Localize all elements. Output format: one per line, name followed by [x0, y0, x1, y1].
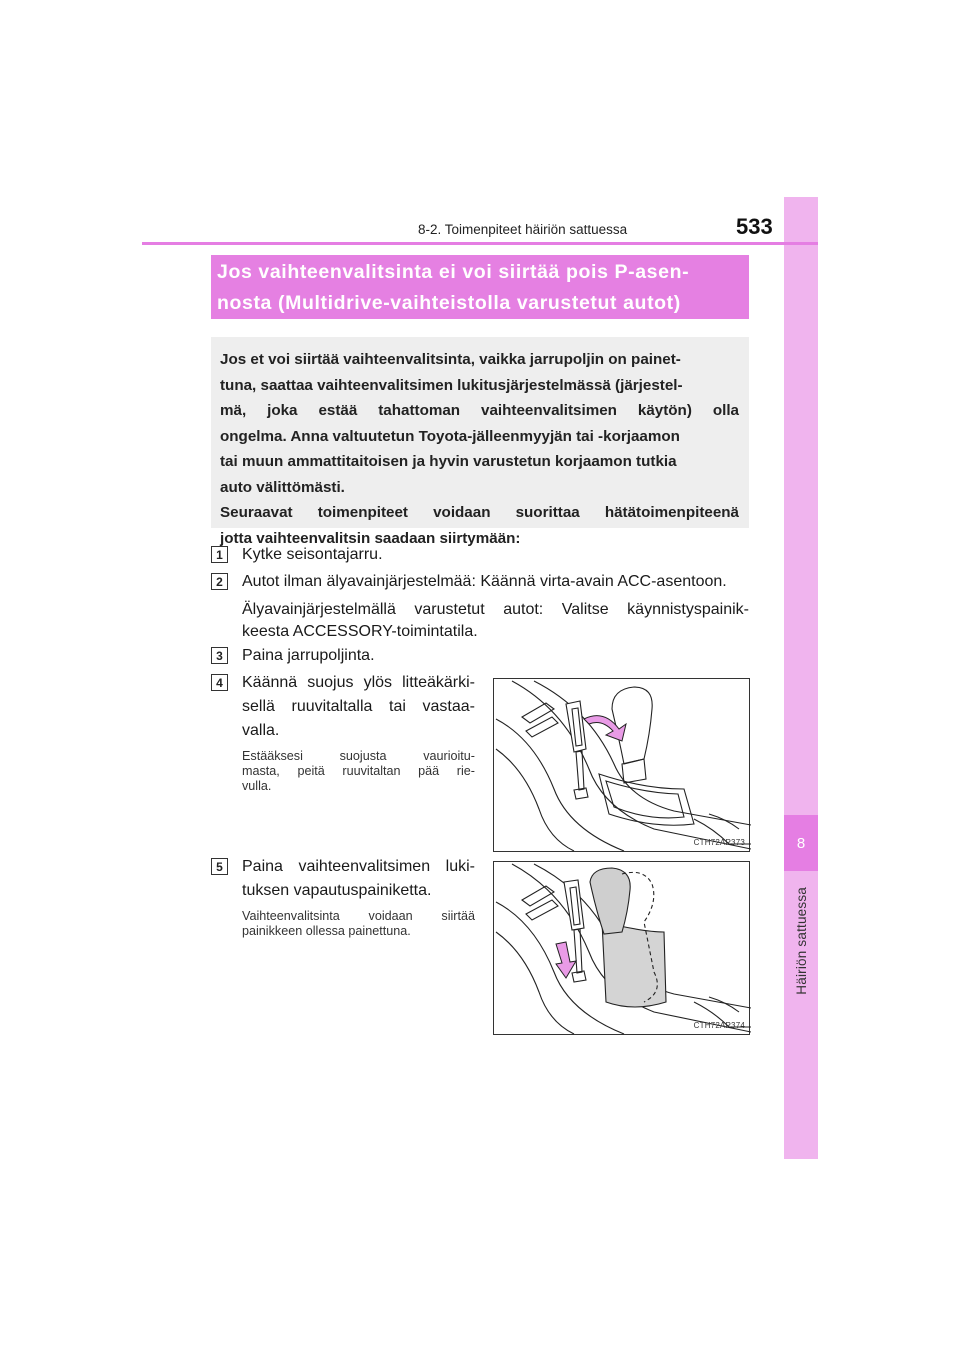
step-number-1: 1: [211, 546, 228, 563]
step-4-note-line-3: vulla.: [242, 779, 272, 793]
step-number-4: 4: [211, 674, 228, 691]
intro-line: ongelma. Anna valtuutetun Toyota-jälleenmyyjän tai -korjaamon: [220, 427, 680, 445]
intro-line: jotta vaihteenvalitsin saadaan siirtymään:: [220, 529, 521, 547]
step-5-text-line-2: tuksen vapautuspainiketta.: [242, 882, 432, 899]
release-button-illustration: [494, 862, 751, 1036]
section-title-banner: [211, 255, 749, 319]
chapter-title: Häiriön sattuessa: [793, 887, 809, 995]
intro-line: Seuraavat toimenpiteet voidaan suorittaa hätätoimenpiteenä: [220, 504, 739, 521]
step-3-text: Paina jarrupoljinta.: [242, 647, 375, 664]
figure-release-button: [493, 861, 750, 1035]
step-4-note-line-2: masta, peitä ruuvitaltan pää rie-: [242, 764, 475, 778]
intro-line: auto välittömästi.: [220, 478, 345, 496]
intro-line: tai muun ammattitaitoisen ja hyvin varustetun korjaamon tutkia: [220, 453, 677, 470]
intro-line: Jos et voi siirtää vaihteenvalitsinta, vaikka jarrupoljin on painet-: [220, 351, 681, 368]
page-number: 533: [736, 214, 773, 239]
step-2-text-smart-key-2: keesta ACCESSORY-toimintatila.: [242, 623, 478, 640]
title-line-1: Jos vaihteenvalitsinta ei voi siirtää pois P-asen-: [217, 261, 690, 283]
title-line-2: nosta (Multidrive-vaihteistolla varustetut autot): [217, 292, 681, 314]
step-number-5: 5: [211, 858, 228, 875]
step-4-text-line-1: Käännä suojus ylös litteäkärki-: [242, 674, 475, 691]
figure-code-374: CTH72AP374: [693, 1021, 745, 1030]
step-2-text: Autot ilman älyavainjärjestelmää: Käännä virta-avain ACC-asentoon.: [242, 573, 727, 590]
figure-code-373: CTH72AP373: [693, 838, 745, 847]
step-4-text-line-3: valla.: [242, 722, 280, 739]
step-5-text-line-1: Paina vaihteenvalitsimen luki-: [242, 858, 475, 875]
figure-open-cover: [493, 678, 750, 852]
step-4-note-line-1: Estääksesi suojusta vaurioitu-: [242, 749, 475, 763]
step-5-note-line-1: Vaihteenvalitsinta voidaan siirtää: [242, 909, 475, 923]
intro-line: mä, joka estää tahattoman vaihteenvalitsimen käytön) olla: [220, 402, 739, 419]
step-1-text: Kytke seisontajarru.: [242, 546, 383, 563]
open-cover-illustration: [494, 679, 751, 853]
intro-line: tuna, saattaa vaihteenvalitsimen lukitusjärjestelmässä (järjestel-: [220, 376, 683, 394]
step-number-2: 2: [211, 573, 228, 590]
chapter-side-tab: [784, 197, 818, 1159]
step-2-text-smart-key-1: Älyavainjärjestelmällä varustetut autot: Valitse käynnistyspainik-: [242, 601, 749, 618]
step-number-3: 3: [211, 647, 228, 664]
header-rule: [142, 242, 818, 245]
chapter-number: 8: [784, 815, 818, 871]
step-4-text-line-2: sellä ruuvitaltalla tai vastaa-: [242, 698, 475, 715]
chapter-title-vertical: [784, 887, 818, 1107]
step-5-note-line-2: painikkeen ollessa painettuna.: [242, 924, 411, 938]
section-heading: 8-2. Toimenpiteet häiriön sattuessa: [418, 222, 628, 237]
intro-box: [211, 337, 749, 547]
